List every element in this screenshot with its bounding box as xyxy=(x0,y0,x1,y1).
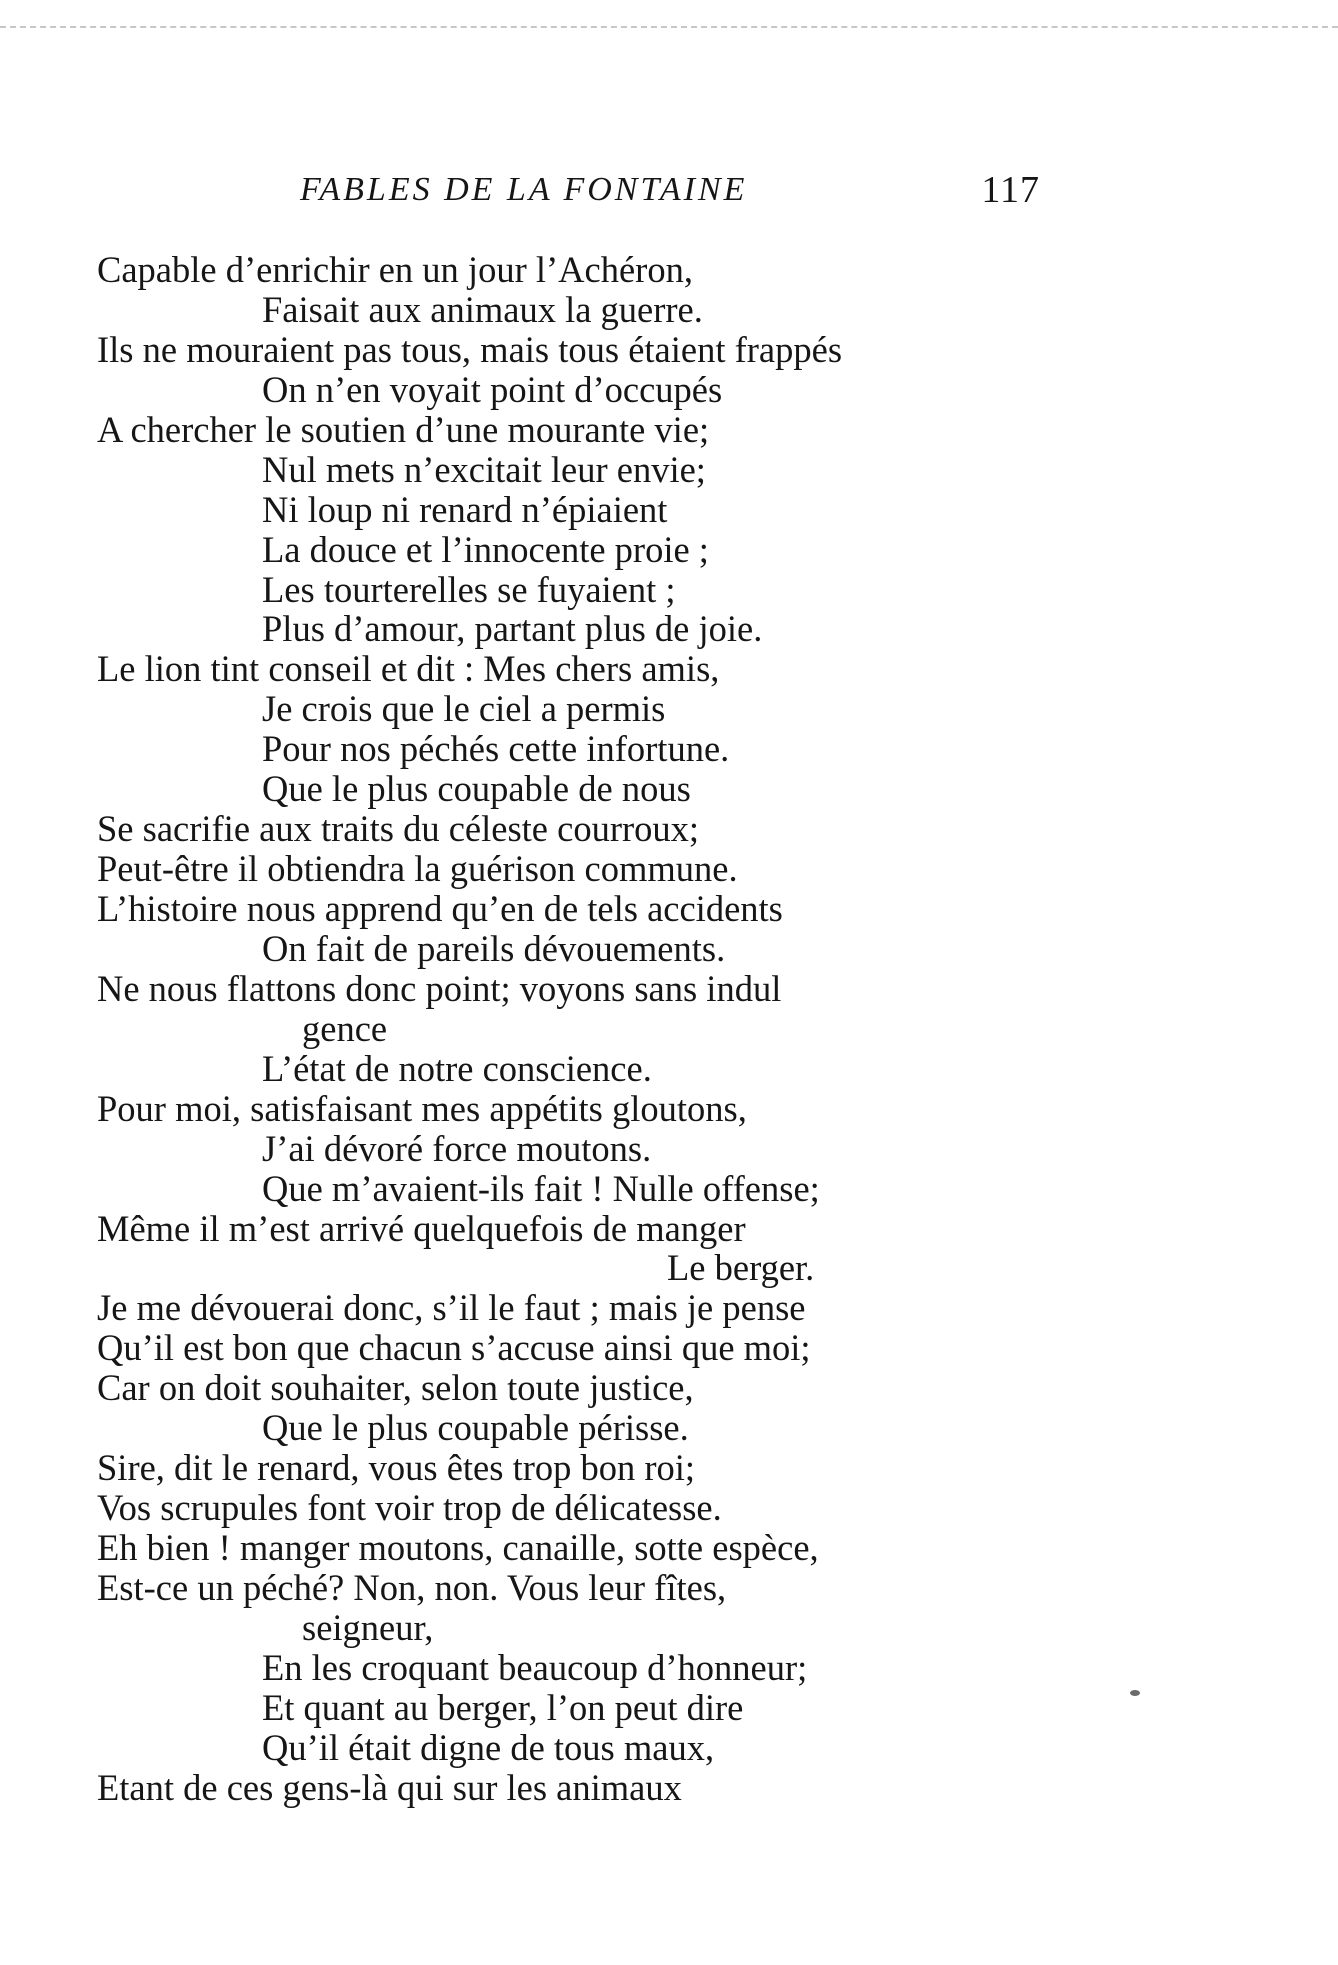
verse-line: Le berger. xyxy=(667,1247,815,1289)
verse-line: Qu’il était digne de tous maux, xyxy=(262,1726,715,1768)
verse-line: J’ai dévoré force moutons. xyxy=(262,1127,652,1169)
verse-line: Même il m’est arrivé quelquefois de manger xyxy=(97,1207,746,1249)
verse-line: Pour nos péchés cette infortune. xyxy=(262,728,730,770)
ink-speck xyxy=(1130,1690,1140,1696)
verse-line: Le lion tint conseil et dit : Mes chers amis, xyxy=(97,648,720,690)
top-scan-rule xyxy=(0,26,1338,28)
verse-line: A chercher le soutien d’une mourante vie; xyxy=(97,408,710,450)
verse-line: Faisait aux animaux la guerre. xyxy=(262,288,703,330)
verse-line: Sire, dit le renard, vous êtes trop bon roi; xyxy=(97,1447,696,1489)
verse-line: Pour moi, satisfaisant mes appétits gloutons, xyxy=(97,1087,747,1129)
verse-line: Nul mets n’excitait leur envie; xyxy=(262,448,706,490)
verse-line: gence xyxy=(302,1007,388,1049)
running-title: FABLES DE LA FONTAINE xyxy=(300,171,748,208)
poem-body xyxy=(97,250,1097,1808)
verse-line: Vos scrupules font voir trop de délicatesse. xyxy=(97,1487,722,1529)
verse-line: Je crois que le ciel a permis xyxy=(262,688,666,730)
verse-line: Eh bien ! manger moutons, canaille, sotte espèce, xyxy=(97,1527,819,1568)
verse-line: On n’en voyait point d’occupés xyxy=(262,368,723,410)
verse-line: En les croquant beaucoup d’honneur; xyxy=(262,1646,808,1688)
verse-line: Qu’il est bon que chacun s’accuse ainsi que moi; xyxy=(97,1327,811,1369)
verse-line: Se sacrifie aux traits du céleste courroux; xyxy=(97,808,700,850)
verse-line: Ni loup ni renard n’épiaient xyxy=(262,488,668,530)
verse-line: Je me dévouerai donc, s’il le faut ; mais je pense xyxy=(97,1287,806,1329)
verse-line: Et quant au berger, l’on peut dire xyxy=(262,1686,744,1728)
verse-line: On fait de pareils dévouements. xyxy=(262,927,726,969)
verse-line: Les tourterelles se fuyaient ; xyxy=(262,568,676,610)
verse-line: Que le plus coupable de nous xyxy=(262,768,691,810)
verse-line: Que le plus coupable périsse. xyxy=(262,1407,689,1449)
page-number: 117 xyxy=(981,169,1040,211)
page-header xyxy=(300,168,1060,212)
verse-line: La douce et l’innocente proie ; xyxy=(262,528,709,570)
verse-line: Capable d’enrichir en un jour l’Achéron, xyxy=(97,249,693,290)
verse-line: Est-ce un péché? Non, non. Vous leur fîtes, xyxy=(97,1566,727,1608)
verse-line: L’histoire nous apprend qu’en de tels accidents xyxy=(97,888,783,929)
verse-line: Ne nous flattons donc point; voyons sans indul xyxy=(97,967,782,1009)
verse-line: Que m’avaient-ils fait ! Nulle offense; xyxy=(262,1167,820,1209)
verse-line: Etant de ces gens-là qui sur les animaux xyxy=(97,1766,682,1808)
verse-line: L’état de notre conscience. xyxy=(262,1047,652,1089)
verse-line: Plus d’amour, partant plus de joie. xyxy=(262,608,763,650)
verse-line: Car on doit souhaiter, selon toute justice, xyxy=(97,1367,694,1409)
verse-line: seigneur, xyxy=(302,1606,434,1648)
verse-line: Peut-être il obtiendra la guérison commune. xyxy=(97,848,738,890)
verse-line: Ils ne mouraient pas tous, mais tous étaient frappés xyxy=(97,328,843,370)
